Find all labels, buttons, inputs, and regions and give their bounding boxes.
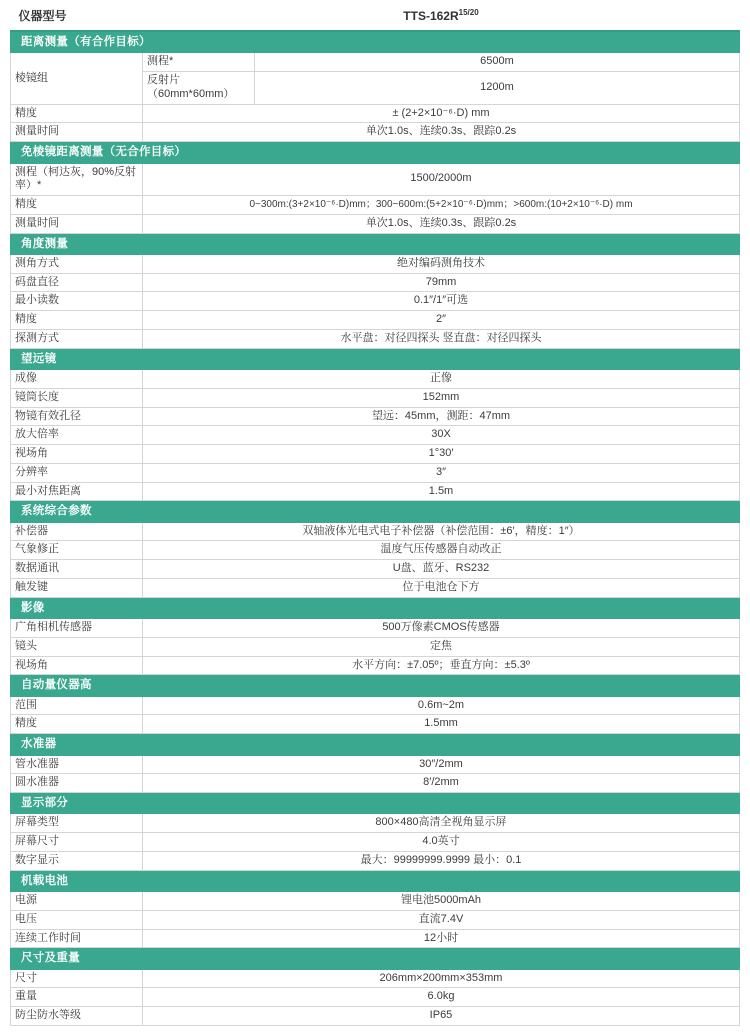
section-header — [11, 870, 740, 891]
table-row — [11, 929, 740, 948]
row-label: 镜头 — [11, 637, 143, 656]
section-header — [11, 31, 740, 53]
table-row — [11, 463, 740, 482]
table-row — [11, 637, 740, 656]
row-label: 放大倍率 — [11, 426, 143, 445]
row-value: 1500/2000m — [143, 163, 740, 196]
row-label: 电压 — [11, 910, 143, 929]
row-label: 精度 — [11, 104, 143, 123]
section-header — [11, 501, 740, 522]
table-row — [11, 560, 740, 579]
row-sublabel: 测程* — [143, 53, 255, 72]
table-row — [11, 426, 740, 445]
row-label: 屏幕类型 — [11, 814, 143, 833]
table-row — [11, 273, 740, 292]
section-title: 显示部分 — [11, 793, 740, 814]
section-title: 自动量仪器高 — [11, 675, 740, 696]
table-row — [11, 163, 740, 196]
row-label: 重量 — [11, 988, 143, 1007]
row-label: 电源 — [11, 892, 143, 911]
row-label: 码盘直径 — [11, 273, 143, 292]
table-row — [11, 619, 740, 638]
table-row — [11, 774, 740, 793]
row-label: 广角相机传感器 — [11, 619, 143, 638]
table-row — [11, 329, 740, 348]
table-row — [11, 482, 740, 501]
table-row — [11, 755, 740, 774]
table-row — [11, 656, 740, 675]
section-title: 水准器 — [11, 734, 740, 755]
row-label: 物镜有效孔径 — [11, 407, 143, 426]
model-value-text: TTS-162R — [403, 9, 459, 23]
row-label: 气象修正 — [11, 541, 143, 560]
table-row — [11, 196, 740, 215]
table-row — [11, 292, 740, 311]
table-row — [11, 388, 740, 407]
row-label: 数字显示 — [11, 851, 143, 870]
section-header — [11, 233, 740, 254]
row-label: 分辨率 — [11, 463, 143, 482]
table-row — [11, 988, 740, 1007]
section-header — [11, 675, 740, 696]
table-row — [11, 814, 740, 833]
row-value: ± (2+2×10⁻⁶·D) mm — [143, 104, 740, 123]
row-label: 精度 — [11, 196, 143, 215]
section-title: 角度测量 — [11, 233, 740, 254]
section-title: 免棱镜距离测量（无合作目标） — [11, 142, 740, 163]
row-value: 0~300m:(3+2×10⁻⁶·D)mm；300~600m:(5+2×10⁻⁶·D)mm；>600m:(10+2×10⁻⁶·D) mm — [143, 196, 740, 215]
section-title: 机载电池 — [11, 870, 740, 891]
row-value: 152mm — [143, 388, 740, 407]
row-value: 800×480高清全视角显示屏 — [143, 814, 740, 833]
section-header — [11, 348, 740, 369]
row-label: 视场角 — [11, 445, 143, 464]
row-label: 管水准器 — [11, 755, 143, 774]
row-label: 视场角 — [11, 656, 143, 675]
table-row — [11, 214, 740, 233]
row-label: 镜筒长度 — [11, 388, 143, 407]
table-row — [11, 541, 740, 560]
row-value: 望远：45mm，测距：47mm — [143, 407, 740, 426]
table-row — [11, 910, 740, 929]
model-label: 仪器型号 — [11, 4, 143, 31]
row-value: 0.1″/1″可选 — [143, 292, 740, 311]
row-value: 30X — [143, 426, 740, 445]
row-value: 0.6m~2m — [143, 696, 740, 715]
row-value: 绝对编码测角技术 — [143, 254, 740, 273]
table-row — [11, 578, 740, 597]
row-label: 连续工作时间 — [11, 929, 143, 948]
row-label: 测量时间 — [11, 123, 143, 142]
row-value: 定焦 — [143, 637, 740, 656]
row-value: 正像 — [143, 370, 740, 389]
row-label: 屏幕尺寸 — [11, 833, 143, 852]
row-value: IP65 — [143, 1007, 740, 1026]
row-value: 水平盘：对径四探头 竖直盘：对径四探头 — [143, 329, 740, 348]
row-value: 1.5m — [143, 482, 740, 501]
table-row — [11, 969, 740, 988]
table-row — [11, 892, 740, 911]
model-value-sup: 15/20 — [458, 8, 479, 17]
row-label: 最小对焦距离 — [11, 482, 143, 501]
row-label: 数据通讯 — [11, 560, 143, 579]
section-header — [11, 142, 740, 163]
row-value: 3″ — [143, 463, 740, 482]
row-value: 1°30′ — [143, 445, 740, 464]
row-label: 补偿器 — [11, 522, 143, 541]
row-value: 直流7.4V — [143, 910, 740, 929]
row-value: 最大：99999999.9999 最小：0.1 — [143, 851, 740, 870]
row-value: 4.0英寸 — [143, 833, 740, 852]
row-label: 精度 — [11, 311, 143, 330]
row-value: 1.5mm — [143, 715, 740, 734]
table-row — [11, 833, 740, 852]
row-value: 位于电池仓下方 — [143, 578, 740, 597]
row-value: 12小时 — [143, 929, 740, 948]
table-row — [11, 53, 740, 72]
model-row — [11, 4, 740, 31]
table-row — [11, 522, 740, 541]
row-value: 温度气压传感器自动改正 — [143, 541, 740, 560]
row-label: 防尘防水等级 — [11, 1007, 143, 1026]
table-row — [11, 445, 740, 464]
section-title: 影像 — [11, 597, 740, 618]
table-row — [11, 696, 740, 715]
section-title: 距离测量（有合作目标） — [11, 31, 740, 53]
row-value: 单次1.0s、连续0.3s、跟踪0.2s — [143, 123, 740, 142]
spec-table — [10, 4, 740, 1026]
section-header — [11, 597, 740, 618]
row-label: 精度 — [11, 715, 143, 734]
row-label: 测程（柯达灰，90%反射率）* — [11, 163, 143, 196]
row-label: 棱镜组 — [11, 53, 143, 104]
table-row — [11, 1007, 740, 1026]
table-row — [11, 370, 740, 389]
row-label: 成像 — [11, 370, 143, 389]
row-label: 触发键 — [11, 578, 143, 597]
row-value: 79mm — [143, 273, 740, 292]
row-value: U盘、蓝牙、RS232 — [143, 560, 740, 579]
row-value: 单次1.0s、连续0.3s、跟踪0.2s — [143, 214, 740, 233]
table-row — [11, 851, 740, 870]
row-label: 探测方式 — [11, 329, 143, 348]
table-row — [11, 311, 740, 330]
row-label: 尺寸 — [11, 969, 143, 988]
section-header — [11, 734, 740, 755]
table-row — [11, 254, 740, 273]
row-value: 双轴液体光电式电子补偿器（补偿范围：±6′，精度：1″） — [143, 522, 740, 541]
table-row — [11, 104, 740, 123]
row-label: 范围 — [11, 696, 143, 715]
row-value: 30″/2mm — [143, 755, 740, 774]
section-header — [11, 948, 740, 969]
section-title: 望远镜 — [11, 348, 740, 369]
row-value: 206mm×200mm×353mm — [143, 969, 740, 988]
row-value: 500万像素CMOS传感器 — [143, 619, 740, 638]
table-row — [11, 407, 740, 426]
row-label: 测角方式 — [11, 254, 143, 273]
table-row — [11, 123, 740, 142]
row-label: 圆水准器 — [11, 774, 143, 793]
row-value: 1200m — [255, 72, 740, 105]
row-label: 最小读数 — [11, 292, 143, 311]
table-row — [11, 715, 740, 734]
row-value: 水平方向：±7.05º；垂直方向：±5.3º — [143, 656, 740, 675]
section-header — [11, 793, 740, 814]
row-value: 锂电池5000mAh — [143, 892, 740, 911]
section-title: 系统综合参数 — [11, 501, 740, 522]
row-label: 测量时间 — [11, 214, 143, 233]
row-sublabel: 反射片（60mm*60mm） — [143, 72, 255, 105]
row-value: 6500m — [255, 53, 740, 72]
row-value: 6.0kg — [143, 988, 740, 1007]
row-value: 8′/2mm — [143, 774, 740, 793]
model-value — [143, 4, 740, 31]
row-value: 2″ — [143, 311, 740, 330]
section-title: 尺寸及重量 — [11, 948, 740, 969]
